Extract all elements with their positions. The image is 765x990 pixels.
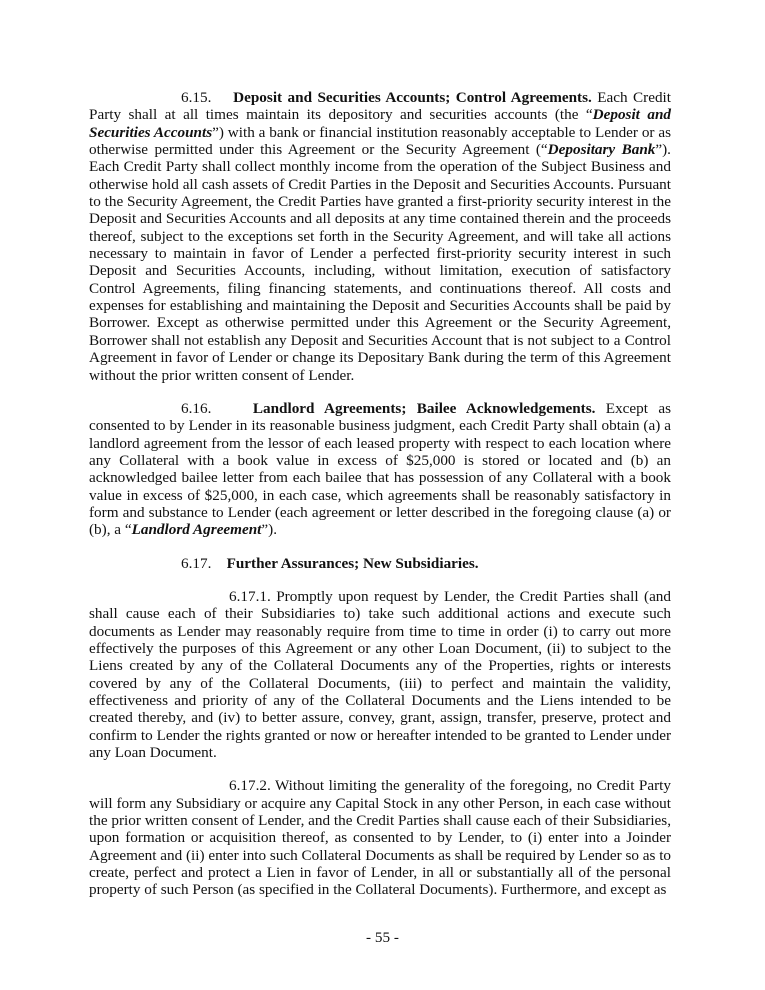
section-6-16 [89,400,671,539]
defined-term: Depositary Bank [547,141,656,159]
page-number: - 55 - [366,929,399,946]
section-6-17-1 [89,588,671,761]
document-page [89,89,671,915]
section-text: Promptly upon request by Lender, the Credit Parties shall (and shall cause each of their Subsidiaries to) take such additional actions and execute such documents as Lender may reasonably require from time to time in order (i) to carry out more effectively the purposes of this Agreement or any other Loan Document, (ii) to subject to the Liens created by any of the Collateral Documents any of the Properties, rights or interests covered by any of the Collateral Documents, (iii) to perfect and maintain the validity, effectiveness and priority of any of the Collateral Documents and the Liens intended to be created thereby, and (iv) to better assure, convey, grant, assign, transfer, preserve, protect and confirm to Lender the rights granted or now or hereafter intended to be granted to Lender under any Loan Document. [89,587,671,762]
section-heading: Further Assurances; New Subsidiaries. [226,554,479,572]
section-text: ”). Each Credit Party shall collect monthly income from the operation of the Subject Business and otherwise hold all cash assets of Credit Parties in the Deposit and Securities Accounts. Pursuant to the Security Agreement, the Credit Parties have granted a first-priority security interest in the Deposit and Securities Accounts and all deposits at any time contained therein and the proceeds thereof, subject to the exceptions set forth in the Security Agreement, and will take all actions necessary to maintain in favor of Lender a perfected first-priority security interest in such Deposit and Securities Accounts, including, without limitation, execution of satisfactory Control Agreements, filing financing statements, and continuations thereof. All costs and expenses for establishing and maintaining the Deposit and Securities Accounts shall be paid by Borrower. Except as otherwise permitted under this Agreement or the Security Agreement, Borrower shall not establish any Deposit and Securities Account that is not subject to a Control Agreement in favor of Lender or change its Depositary Bank during the term of this Agreement without the prior written consent of Lender. [89,141,671,384]
section-6-17-2 [89,777,671,898]
section-6-17 [89,555,671,572]
section-6-15 [89,89,671,384]
section-heading: Deposit and Securities Accounts; Control Agreements. [233,89,592,106]
section-number: 6.16. [181,399,212,417]
section-text: Except as consented to by Lender in its reasonable business judgment, each Credit Party shall obtain (a) a landlord agreement from the lessor of each leased property with respect to each location where any Collateral with a book value in excess of $25,000 is stored or located and (b) an acknowledged bailee letter from each bailee that has possession of any Collateral with a book value in excess of $25,000, in each case, which agreements shall be reasonably satisfactory in form and substance to Lender (each agreement or letter described in the foregoing clause (a) or (b), a “ [89,399,671,539]
defined-term: Deposit and Securities Accounts [89,106,671,141]
section-text: Without limiting the generality of the foregoing, no Credit Party will form any Subsidiary or acquire any Capital Stock in any other Person, in each case without the prior written consent of Lender, and the Credit Parties shall cause each of their Subsidiaries, upon formation or acquisition thereof, as consented to by Lender, to (i) enter into a Joinder Agreement and (ii) enter into such Collateral Documents as shall be required by Lender so as to create, perfect and protect a Lien in favor of Lender, in all or substantially all of the personal property of such Person (as specified in the Collateral Documents). Furthermore, and except as [89,777,672,899]
section-text: ”). [261,521,278,539]
section-number: 6.17. [181,554,212,572]
section-text: Each Credit Party shall at all times maintain its depository and securities accounts (the “ [89,89,671,124]
defined-term: Landlord Agreement [131,521,262,539]
section-text: ”) with a bank or financial institution reasonably acceptable to Lender or as otherwise permitted under this Agreement or the Security Agreement (“ [89,123,672,159]
section-heading: Landlord Agreements; Bailee Acknowledgements. [252,399,596,417]
section-number: 6.17.1. [229,587,271,605]
section-number: 6.15. [181,89,212,106]
section-number: 6.17.2. [229,777,271,795]
